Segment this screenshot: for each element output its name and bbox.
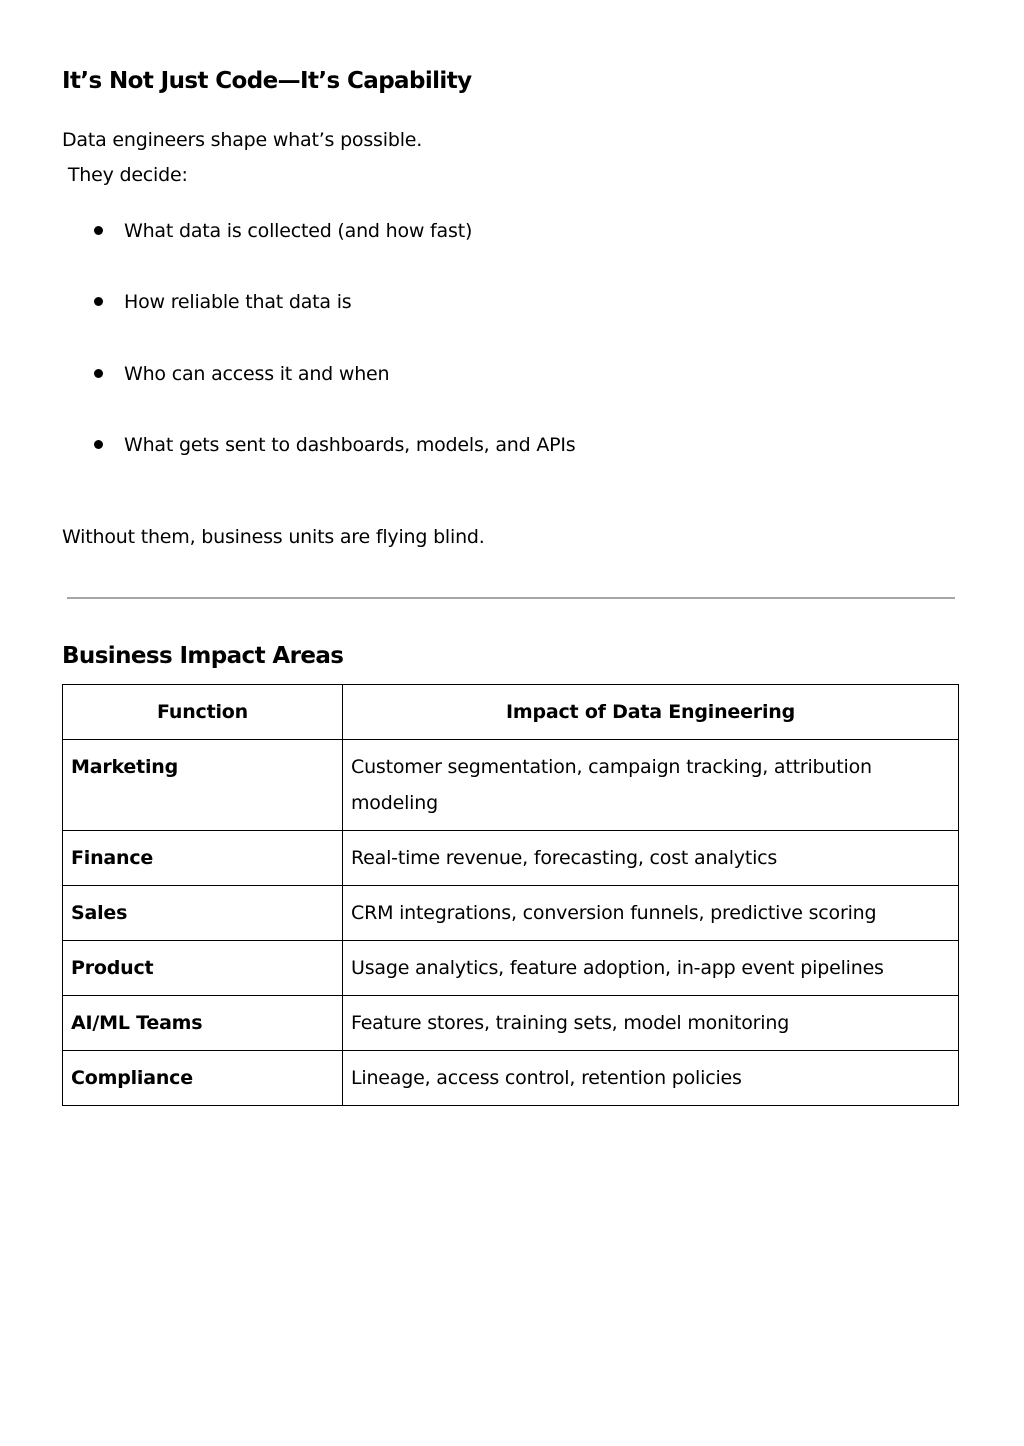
table-row: [63, 831, 959, 886]
list-item-text: What gets sent to dashboards, models, and APIs: [124, 433, 576, 456]
impact-cell: Lineage, access control, retention policies: [343, 1051, 959, 1106]
list-item-text: Who can access it and when: [124, 362, 390, 385]
table-row: [63, 1051, 959, 1106]
bullet-icon: [94, 369, 103, 378]
intro-text-continued: They decide:: [62, 164, 188, 186]
table-row: [63, 941, 959, 996]
column-header-function: Function: [63, 685, 343, 740]
table-row: [63, 740, 959, 831]
list-item-text: What data is collected (and how fast): [124, 220, 473, 242]
bullet-icon: [94, 440, 103, 449]
function-cell: Finance: [63, 831, 343, 886]
function-cell: Product: [63, 941, 343, 996]
bullet-icon: [94, 297, 103, 306]
table-row: [63, 996, 959, 1051]
impact-cell: CRM integrations, conversion funnels, predictive scoring: [343, 886, 959, 941]
table-header-row: [63, 685, 959, 740]
impact-cell: Usage analytics, feature adoption, in-app event pipelines: [343, 941, 959, 996]
function-cell: Marketing: [63, 740, 343, 831]
function-cell: AI/ML Teams: [63, 996, 343, 1051]
closing-text: Without them, business units are flying blind.: [62, 526, 485, 548]
intro-text: Data engineers shape what’s possible.: [62, 129, 423, 151]
section-heading-business-impact: Business Impact Areas: [62, 643, 344, 669]
table-row: [63, 886, 959, 941]
impact-cell: Real-time revenue, forecasting, cost analytics: [343, 831, 959, 886]
section-heading-capability: It’s Not Just Code—It’s Capability: [62, 68, 472, 94]
function-cell: Sales: [63, 886, 343, 941]
business-impact-table: [62, 684, 959, 1106]
horizontal-divider: [67, 597, 955, 599]
function-cell: Compliance: [63, 1051, 343, 1106]
bullet-icon: [94, 226, 103, 235]
impact-cell: Feature stores, training sets, model monitoring: [343, 996, 959, 1051]
list-item-text: How reliable that data is: [124, 291, 352, 314]
impact-cell: Customer segmentation, campaign tracking, attribution modeling: [343, 740, 959, 831]
column-header-impact: Impact of Data Engineering: [343, 685, 959, 740]
